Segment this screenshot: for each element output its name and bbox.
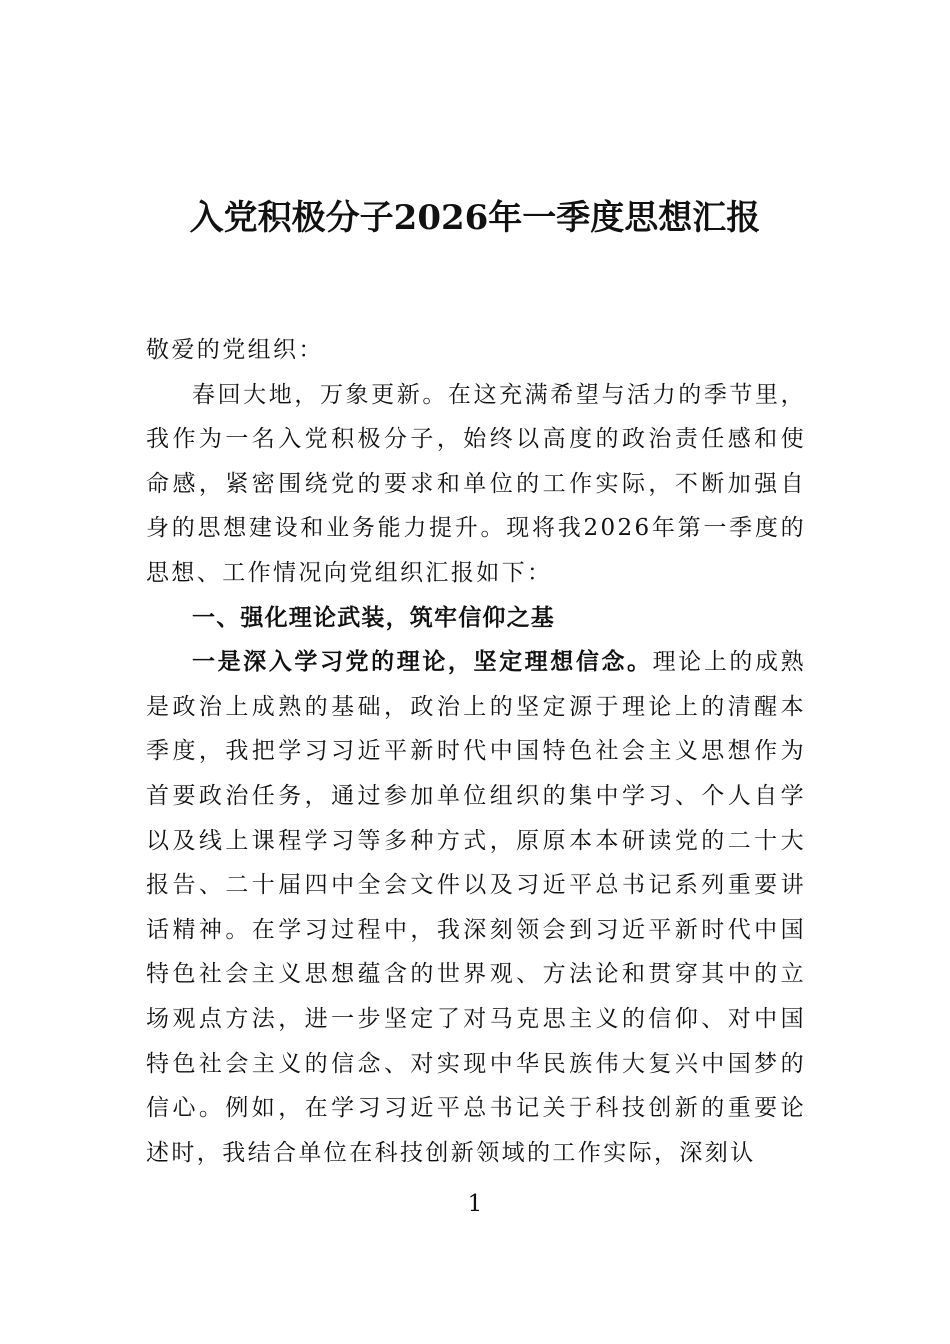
- intro-paragraph: 春回大地，万象更新。在这充满希望与活力的季节里，我作为一名入党积极分子，始终以高度的政治责任感和使命感，紧密围绕党的要求和单位的工作实际，不断加强自身的思想建设和业务能力提升。现将我2026年第一季度的思想、工作情况向党组织汇报如下：: [146, 381, 806, 586]
- page-number: 1: [467, 1191, 483, 1217]
- body-paragraph: [146, 640, 806, 1175]
- document-title: 入党积极分子2026年一季度思想汇报: [189, 198, 761, 238]
- document-body: [146, 328, 806, 1175]
- section-heading: 一、强化理论武装，筑牢信仰之基: [192, 604, 555, 631]
- salutation: 敬爱的党组织：: [146, 337, 324, 363]
- paragraph-lead: 一是深入学习党的理论，坚定理想信念。: [192, 648, 653, 676]
- paragraph-text: 理论上的成熟是政治上成熟的基础，政治上的坚定源于理论上的清醒本季度，我把学习习近平新时代中国特色社会主义思想作为首要政治任务，通过参加单位组织的集中学习、个人自学以及线上课程学习等多种方式，原原本本研读党的二十大报告、二十届四中全会文件以及习近平总书记系列重要讲话精神。在学习过程中，我深刻领会到习近平新时代中国特色社会主义思想蕴含的世界观、方法论和贯穿其中的立场观点方法，进一步坚定了对马克思主义的信仰、对中国特色社会主义的信念、对实现中华民族伟大复兴中国梦的信心。例如，在学习习近平总书记关于科技创新的重要论述时，我结合单位在科技创新领域的工作实际，深刻认: [146, 649, 806, 1166]
